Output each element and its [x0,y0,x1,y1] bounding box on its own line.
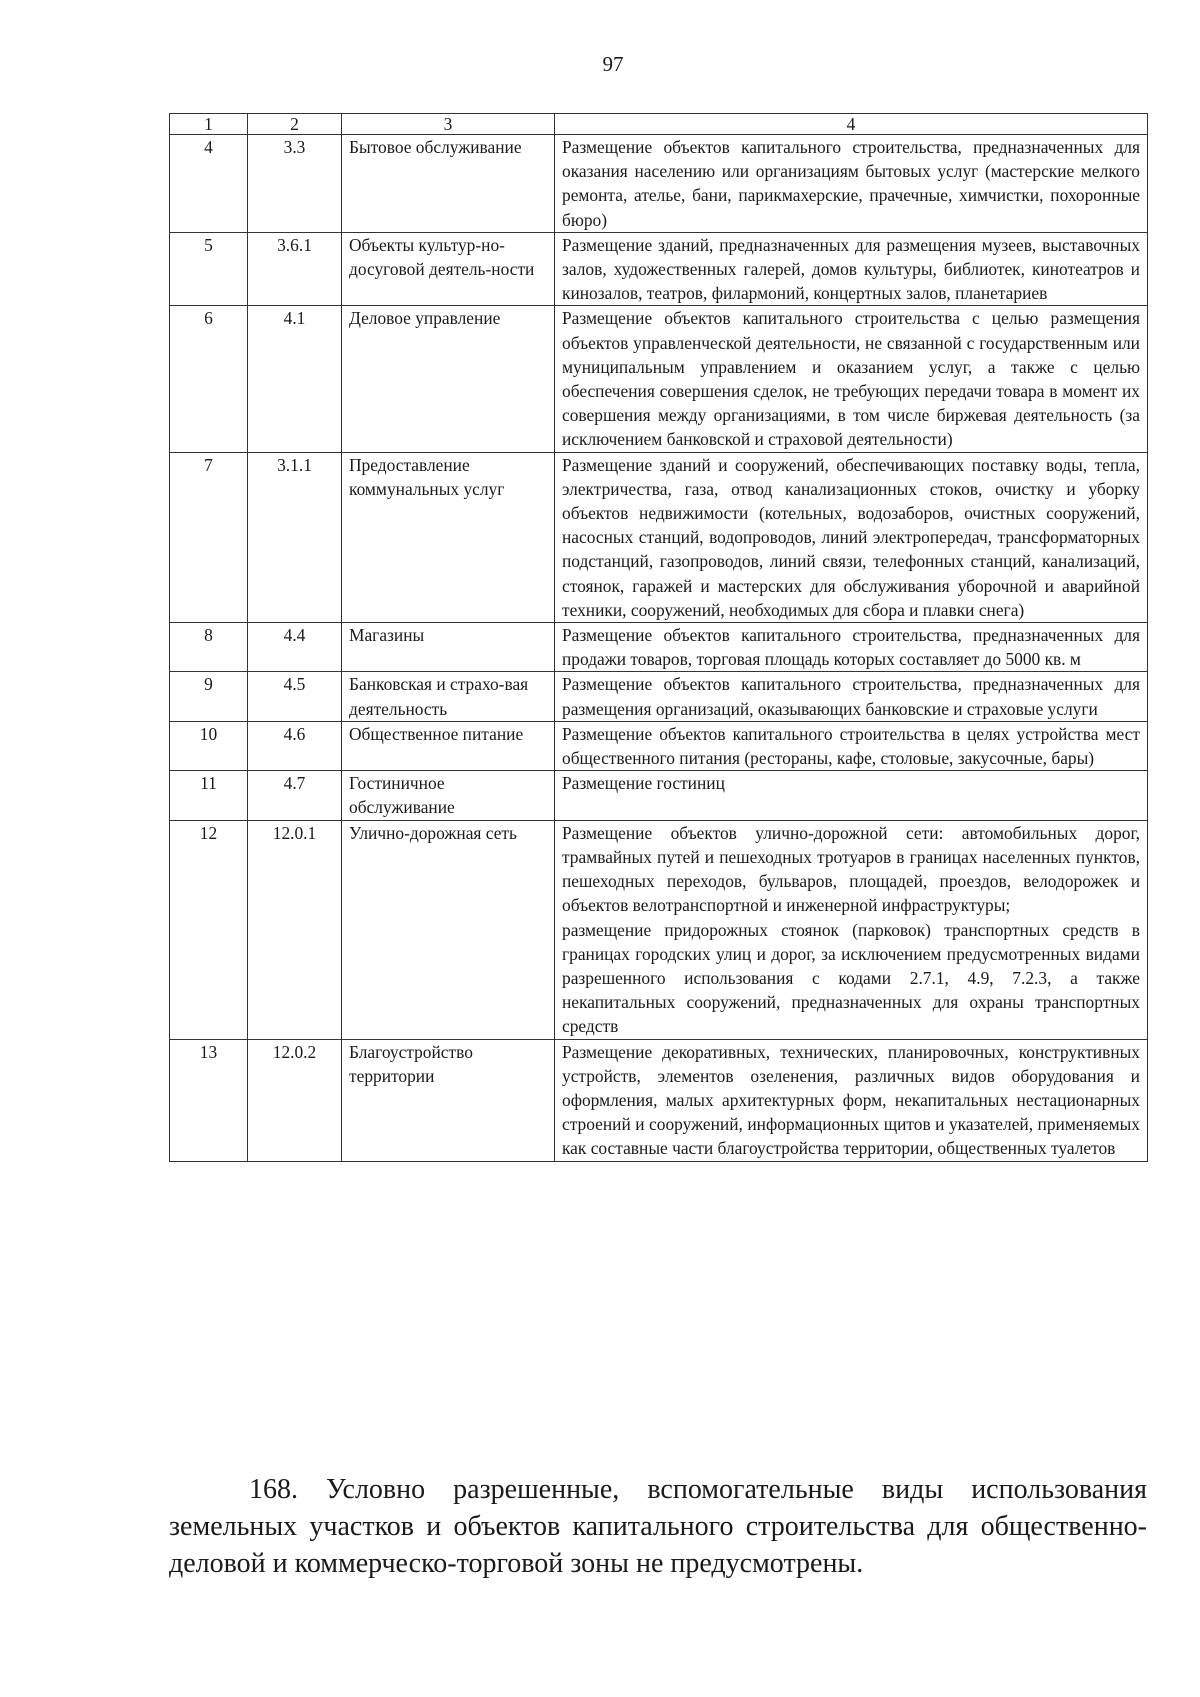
description-paragraph: Размещение объектов капитального строительства, предназначенных для оказания населению или организациям бытовых услуг (мастерские мелкого ремонта, ателье, бани, парикмахерские, прачечные, химчистки, похоронные бюро) [562,137,1140,230]
use-code: 4.6 [248,721,342,770]
table-row [170,232,1148,306]
table-row [170,721,1148,770]
use-name: Бытовое обслуживание [342,135,555,233]
use-description [555,672,1148,721]
footer-paragraph: 168. Условно разрешенные, вспомогательные виды использования земельных участков и объектов капитального строительства для общественно-деловой и коммерческо-торговой зоны не предусмотрены. [169,1474,1147,1579]
row-number: 8 [170,623,248,672]
table-header-row [170,114,1148,135]
column-header: 3 [342,114,555,135]
use-name: Общественное питание [342,721,555,770]
description-paragraph: Размещение объектов капитального строительства с целью размещения объектов управленческой деятельности, не связанной с государственным или муниципальным управлением и оказанием услуг, а также с целью обеспечения совершения сделок, не требующих передачи товара в момент их совершения между организациями, в том числе биржевая деятельность (за исключением банковской и страховой деятельности) [562,308,1140,450]
row-number: 10 [170,721,248,770]
description-paragraph: Размещение объектов улично-дорожной сети: автомобильных дорог, трамвайных путей и пешеходных тротуаров в границах населенных пунктов, пешеходных переходов, бульваров, площадей, проездов, велодорожек и объектов велотранспортной и инженерной инфраструктуры; [562,822,1140,916]
row-number: 11 [170,771,248,820]
row-number: 4 [170,135,248,233]
use-description [555,452,1148,622]
table-row [170,452,1148,622]
description-paragraph: Размещение декоративных, технических, планировочных, конструктивных устройств, элементов озеленения, различных видов оборудования и оформления, малых архитектурных форм, некапитальных нестационарных строений и сооружений, информационных щитов и указателей, применяемых как составные части благоустройства территории, общественных туалетов [562,1041,1140,1159]
use-description [555,721,1148,770]
use-code: 3.6.1 [248,232,342,306]
land-use-table [169,113,1148,1162]
description-paragraph: Размещение объектов капитального строительства, предназначенных для размещения организаций, оказывающих банковские и страховые услуги [562,674,1140,719]
use-description [555,1039,1148,1161]
use-description [555,306,1148,452]
table-row [170,820,1148,1039]
column-header: 4 [555,114,1148,135]
use-code: 12.0.1 [248,820,342,1039]
description-paragraph: Размещение зданий, предназначенных для размещения музеев, выставочных залов, художественных галерей, домов культуры, библиотек, кинотеатров и кинозалов, театров, филармоний, концертных залов, планетариев [562,234,1140,304]
row-number: 5 [170,232,248,306]
use-name: Магазины [342,623,555,672]
use-name: Деловое управление [342,306,555,452]
row-number: 12 [170,820,248,1039]
use-name: Благоустройство территории [342,1039,555,1161]
row-number: 6 [170,306,248,452]
use-code: 4.5 [248,672,342,721]
use-code: 12.0.2 [248,1039,342,1161]
use-code: 3.3 [248,135,342,233]
row-number: 13 [170,1039,248,1161]
use-code: 4.7 [248,771,342,820]
table-row [170,771,1148,820]
use-description [555,232,1148,306]
table-row [170,135,1148,233]
description-paragraph: Размещение объектов капитального строительства, предназначенных для продажи товаров, торговая площадь которых составляет до 5000 кв. м [562,625,1140,670]
description-paragraph: Размещение объектов капитального строительства в целях устройства мест общественного питания (рестораны, кафе, столовые, закусочные, бары) [562,723,1140,769]
use-name: Объекты культур-но-досуговой деятель-ности [342,232,555,306]
use-name: Улично-дорожная сеть [342,820,555,1039]
use-code: 4.1 [248,306,342,452]
use-description [555,623,1148,672]
row-number: 9 [170,672,248,721]
use-name: Банковская и страхо-вая деятельность [342,672,555,721]
table-row [170,623,1148,672]
use-code: 3.1.1 [248,452,342,622]
description-paragraph: Размещение зданий и сооружений, обеспечивающих поставку воды, тепла, электричества, газа, отвод канализационных стоков, очистку и уборку объектов недвижимости (котельных, водозаборов, очистных сооружений, насосных станций, водопроводов, линий электропередач, трансформаторных подстанций, газопроводов, линий связи, телефонных станций, канализаций, стоянок, гаражей и мастерских для обслуживания уборочной и аварийной техники, сооружений, необходимых для сбора и плавки снега) [562,454,1140,620]
use-description [555,820,1148,1039]
use-code: 4.4 [248,623,342,672]
use-name: Предоставление коммунальных услуг [342,452,555,622]
table-row [170,672,1148,721]
use-description [555,771,1148,820]
description-paragraph: размещение придорожных стоянок (парковок) транспортных средств в границах городских улиц и дорог, за исключением предусмотренных видами разрешенного использования с кодами 2.7.1, 4.9, 7.2.3, а также некапитальных сооружений, предназначенных для охраны транспортных средств [562,919,1140,1037]
table-row [170,1039,1148,1161]
description-paragraph: Размещение гостиниц [562,773,725,794]
page-number: 97 [602,52,624,76]
table-row [170,306,1148,452]
row-number: 7 [170,452,248,622]
column-header: 1 [170,114,248,135]
use-description [555,135,1148,233]
column-header: 2 [248,114,342,135]
use-name: Гостиничное обслуживание [342,771,555,820]
